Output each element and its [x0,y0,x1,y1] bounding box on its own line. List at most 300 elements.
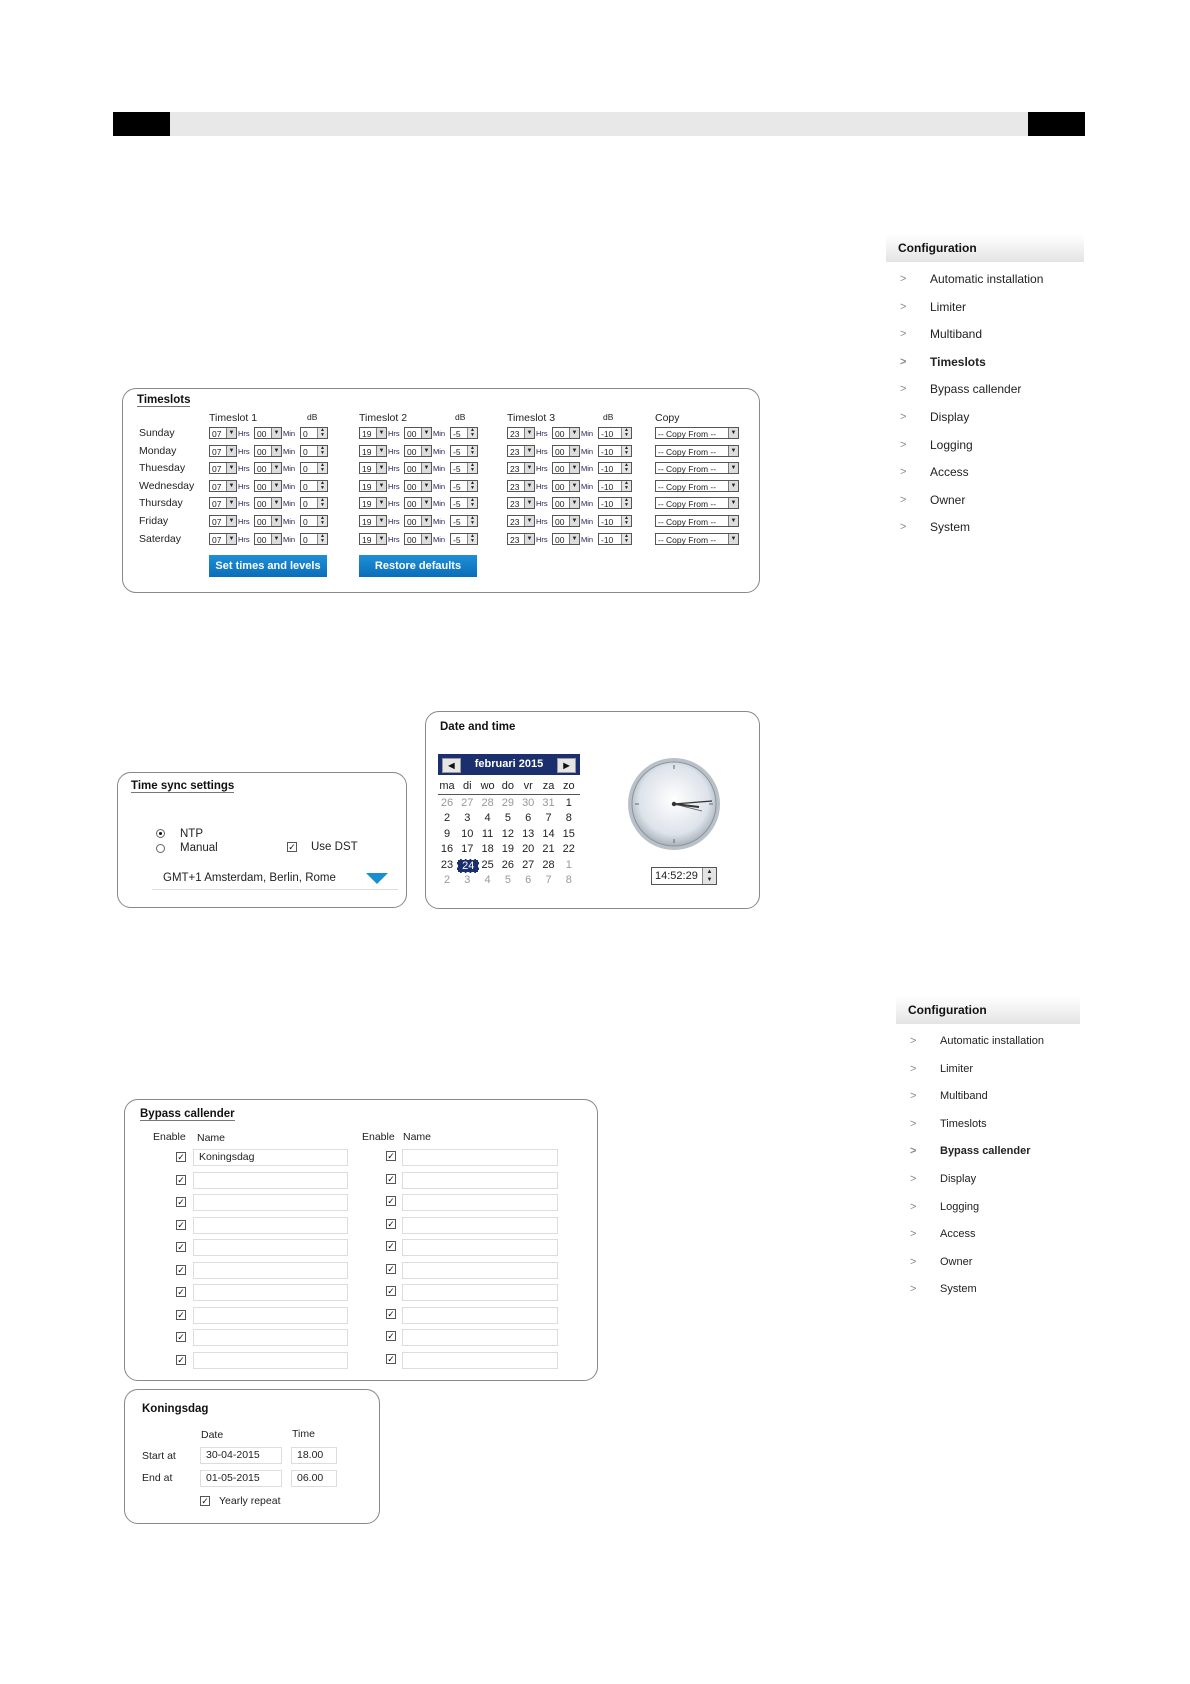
name-input[interactable] [402,1329,558,1346]
chevron-down-icon: ▼ [728,481,738,491]
name-input[interactable] [193,1352,348,1369]
minute-select[interactable] [254,515,282,527]
nav-item[interactable] [886,459,1084,487]
restore-defaults-button[interactable]: Restore defaults [359,555,477,577]
min-unit: Min [581,481,594,491]
weekday-label: zo [562,780,575,792]
prev-month-icon[interactable]: ◀ [442,758,461,773]
timeslots-title: Timeslots [137,394,191,406]
hour-value: 23 [510,517,520,527]
db2-header: dB [455,412,466,422]
calendar-day[interactable]: 2 [443,874,451,886]
koningsdag-title: Koningsdag [142,1403,209,1415]
calendar-day[interactable]: 15 [562,827,575,840]
calendar-day[interactable]: 26 [440,797,454,809]
minute-select[interactable] [404,515,432,527]
db-spinner[interactable] [450,515,478,527]
minute-select[interactable] [552,480,580,492]
date-time-title: Date and time [440,721,516,733]
hrs-unit: Hrs [238,499,250,509]
nav-item[interactable] [896,1028,1080,1056]
chevron-down-icon: ▼ [569,498,579,508]
chevron-right-icon: > [910,1255,917,1268]
calendar-day[interactable]: 27 [522,858,535,871]
nav-item[interactable] [886,294,1084,322]
hour-select[interactable] [359,462,387,474]
hour-select[interactable] [507,445,535,457]
copy-from-value: -- Copy From -- [658,534,717,545]
db-value: -5 [453,517,461,527]
min-unit: Min [283,499,296,509]
nav-item[interactable] [896,1138,1080,1166]
chevron-right-icon: > [900,300,907,313]
calendar-day[interactable]: 11 [481,827,494,840]
chevron-down-icon: ▼ [524,446,534,456]
day-label: Wednesday [139,479,195,492]
end-at-label: End at [142,1472,173,1484]
enable-checkbox[interactable]: ✓ [387,1173,395,1184]
db-spinner[interactable] [450,480,478,492]
minute-select[interactable] [404,480,432,492]
spinner-arrows-icon[interactable]: ▲ ▼ [621,498,631,508]
minute-select[interactable] [552,427,580,439]
calendar-day[interactable]: 9 [443,827,451,840]
hour-select[interactable] [507,497,535,509]
calendar-day[interactable]: 25 [481,858,494,871]
manual-radio[interactable] [156,844,165,853]
weekday-label: do [501,780,515,792]
copy-from-select[interactable] [655,462,739,474]
minute-select[interactable] [254,533,282,545]
nav-item[interactable] [886,514,1084,542]
name-input[interactable] [402,1262,558,1279]
hour-select[interactable] [359,515,387,527]
calendar-day[interactable]: 16 [440,843,454,856]
minute-select[interactable] [254,427,282,439]
timeslot-row [123,495,753,513]
name-header-right: Name [403,1131,432,1143]
name-input[interactable] [402,1239,558,1256]
start-date-input[interactable]: 30-04-2015 [200,1447,282,1464]
name-input[interactable] [402,1217,558,1234]
minute-select[interactable] [552,462,580,474]
db-spinner[interactable] [450,533,478,545]
hour-select[interactable] [209,480,237,492]
enable-checkbox[interactable]: ✓ [177,1174,185,1185]
yearly-repeat-checkbox[interactable]: ✓ [201,1496,209,1506]
db-spinner[interactable] [300,427,328,439]
set-times-button[interactable]: Set times and levels [209,555,327,577]
db-spinner[interactable] [598,497,632,509]
page-header-bar [113,112,1085,136]
minute-select[interactable] [404,497,432,509]
enable-checkbox[interactable]: ✓ [177,1287,185,1297]
db-value: 0 [303,446,308,457]
db-spinner[interactable] [598,480,632,492]
time-spinner-icon[interactable]: ▲ ▼ [702,868,716,884]
minute-select[interactable] [552,445,580,457]
name-input[interactable]: Koningsdag [193,1149,348,1166]
chevron-down-icon: ▼ [524,481,534,491]
db-spinner[interactable] [450,445,478,457]
db-value: -10 [601,517,614,527]
hrs-unit: Hrs [536,517,548,526]
hour-select[interactable] [209,445,237,457]
name-input[interactable] [402,1307,558,1324]
enable-checkbox[interactable]: ✓ [177,1219,185,1230]
hour-value: 07 [212,464,222,475]
hour-select[interactable] [359,445,387,457]
start-time-input[interactable]: 18.00 [291,1447,337,1464]
db-spinner[interactable] [598,462,632,474]
db-spinner[interactable] [300,515,328,527]
nav-item[interactable] [896,1166,1080,1194]
minute-select[interactable] [552,497,580,509]
copy-from-select[interactable] [655,497,739,509]
name-input[interactable] [193,1239,348,1256]
yearly-repeat-label: Yearly repeat [219,1495,281,1507]
chevron-down-icon: ▼ [728,446,738,456]
enable-checkbox[interactable]: ✓ [177,1197,185,1207]
db-value: 0 [303,464,308,475]
db-value: -5 [453,534,461,545]
nav-item[interactable] [886,376,1084,404]
end-time-input[interactable]: 06.00 [291,1470,337,1487]
enable-checkbox[interactable]: ✓ [177,1152,185,1162]
name-input[interactable] [193,1194,348,1211]
name-input[interactable] [193,1217,348,1234]
chevron-down-icon: ▼ [569,446,579,456]
nav-item[interactable] [896,1276,1080,1304]
calendar-day[interactable]: 31 [542,797,555,809]
hrs-unit: Hrs [536,499,548,509]
hour-select[interactable] [359,533,387,545]
minute-select[interactable] [254,445,282,457]
min-unit: Min [283,534,296,544]
name-input[interactable] [193,1307,348,1324]
timeslot-row [123,443,753,461]
day-label: Thursday [139,497,183,510]
time-value: 14:52:29 [655,870,698,882]
spinner-arrows-icon[interactable]: ▲ ▼ [467,534,477,544]
min-unit: Min [581,517,594,526]
calendar-day[interactable]: 30 [522,797,535,809]
copy-from-select[interactable] [655,427,739,439]
date-header: Date [201,1429,224,1441]
ntp-label: NTP [180,828,203,840]
timeslot1-header: Timeslot 1 [209,412,258,424]
enable-checkbox[interactable]: ✓ [387,1218,395,1229]
calendar-day[interactable]: 20 [522,843,535,856]
minute-select[interactable] [404,427,432,439]
minute-value: 00 [407,481,417,492]
hrs-unit: Hrs [388,481,400,491]
calendar-day[interactable]: 5 [504,874,511,886]
name-input[interactable] [193,1172,348,1189]
db-value: -5 [453,446,461,457]
hrs-unit: Hrs [388,429,400,438]
chevron-down-icon: ▼ [376,534,386,544]
spinner-arrows-icon[interactable]: ▲ ▼ [467,463,477,473]
nav-item-label: Multiband [940,1090,988,1103]
hour-select[interactable] [507,480,535,492]
calendar-day[interactable]: 19 [501,843,515,856]
db-spinner[interactable] [450,462,478,474]
calendar-day[interactable]: 17 [461,843,474,856]
config-nav-list [886,262,1084,542]
calendar-day[interactable]: 5 [504,812,511,825]
db-spinner[interactable] [300,462,328,474]
min-unit: Min [433,481,446,491]
enable-checkbox[interactable]: ✓ [387,1263,395,1274]
enable-checkbox[interactable]: ✓ [387,1241,395,1251]
calendar-day[interactable]: 13 [522,827,535,840]
calendar-day[interactable]: 28 [481,797,494,809]
hour-select[interactable] [507,427,535,439]
copy-from-select[interactable] [655,533,739,545]
nav-item-label: Limiter [930,299,967,314]
calendar-day[interactable]: 24 [457,859,479,873]
calendar-day[interactable]: 10 [461,827,474,840]
chevron-down-icon: ▼ [226,446,236,456]
minute-select[interactable] [404,445,432,457]
hour-select[interactable] [209,533,237,545]
config-nav-title: Configuration [886,234,1084,262]
chevron-down-icon: ▼ [226,498,236,508]
db-spinner[interactable] [300,480,328,492]
calendar-day[interactable]: 26 [501,858,515,871]
name-input[interactable] [402,1149,558,1166]
spinner-arrows-icon[interactable]: ▲ ▼ [317,534,327,544]
enable-checkbox[interactable]: ✓ [177,1309,185,1320]
calendar-day[interactable]: 18 [481,843,494,856]
use-dst-checkbox[interactable]: ✓ [288,842,296,852]
nav-item[interactable] [896,1111,1080,1139]
enable-checkbox[interactable]: ✓ [177,1354,185,1365]
calendar-day[interactable]: 4 [484,812,491,825]
calendar-day[interactable]: 6 [525,812,532,825]
minute-value: 00 [407,517,417,527]
hour-select[interactable] [507,462,535,474]
hour-value: 23 [510,446,520,457]
hour-value: 19 [362,429,372,439]
spinner-arrows-icon[interactable]: ▲ ▼ [317,428,327,438]
calendar-day[interactable]: 22 [562,843,575,856]
db-value: -10 [601,534,614,545]
hour-select[interactable] [359,497,387,509]
calendar-day[interactable]: 28 [542,858,555,871]
chevron-right-icon: > [910,1200,917,1213]
nav-item-label: Multiband [930,327,983,342]
min-unit: Min [433,446,446,456]
calendar-day[interactable]: 27 [461,797,474,809]
minute-value: 00 [555,481,565,492]
name-input[interactable] [402,1194,558,1211]
enable-checkbox[interactable]: ✓ [387,1308,395,1319]
enable-checkbox[interactable]: ✓ [387,1353,395,1364]
calendar-day[interactable]: 7 [545,812,552,825]
spinner-arrows-icon[interactable]: ▲ ▼ [621,428,631,438]
enable-checkbox[interactable]: ✓ [387,1151,395,1161]
enable-checkbox[interactable]: ✓ [177,1264,185,1275]
enable-checkbox[interactable]: ✓ [387,1196,395,1206]
name-input[interactable] [402,1172,558,1189]
timezone-select[interactable] [152,869,398,890]
nav-item[interactable] [896,1056,1080,1084]
chevron-right-icon: > [900,466,907,479]
spinner-arrows-icon[interactable]: ▲ ▼ [467,428,477,438]
spinner-arrows-icon[interactable]: ▲ ▼ [317,446,327,456]
calendar-day[interactable]: 3 [464,874,471,886]
timezone-value: GMT+1 Amsterdam, Berlin, Rome [163,872,336,884]
chevron-down-icon: ▼ [421,481,431,491]
name-input[interactable] [402,1352,558,1369]
db-spinner[interactable] [598,533,632,545]
chevron-down-icon: ▼ [376,498,386,508]
nav-item[interactable] [896,1221,1080,1249]
calendar-day[interactable]: 8 [565,812,572,825]
nav-item-label: System [940,1283,977,1296]
minute-select[interactable] [552,515,580,527]
chevron-down-icon: ▼ [271,463,281,473]
minute-select[interactable] [254,497,282,509]
chevron-down-icon: ▼ [226,534,236,544]
calendar-day[interactable]: 23 [440,858,454,871]
nav-item[interactable] [886,404,1084,432]
minute-select[interactable] [254,462,282,474]
name-input[interactable] [402,1284,558,1301]
calendar-day[interactable]: 14 [542,827,555,840]
hour-select[interactable] [209,462,237,474]
calendar-day[interactable]: 2 [443,812,451,825]
minute-value: 00 [407,446,417,457]
enable-checkbox[interactable]: ✓ [387,1331,395,1341]
hrs-unit: Hrs [388,534,400,544]
hour-select[interactable] [209,427,237,439]
minute-value: 00 [555,534,565,545]
nav-item[interactable] [896,1194,1080,1222]
calendar-day[interactable]: 1 [565,797,572,809]
db-spinner[interactable] [450,497,478,509]
calendar-day[interactable]: 21 [542,843,555,856]
timeslot-row [123,478,753,496]
copy-from-select[interactable] [655,480,739,492]
chevron-down-icon: ▼ [421,428,431,438]
minute-select[interactable] [552,533,580,545]
name-input[interactable] [193,1284,348,1301]
hour-value: 07 [212,481,222,492]
db-spinner[interactable] [300,445,328,457]
nav-item[interactable] [886,266,1084,294]
spinner-arrows-icon[interactable]: ▲ ▼ [621,516,631,526]
chevron-down-icon: ▼ [421,446,431,456]
hour-select[interactable] [209,497,237,509]
spinner-arrows-icon[interactable]: ▲ ▼ [621,481,631,491]
hour-select[interactable] [359,480,387,492]
spinner-arrows-icon[interactable]: ▲ ▼ [467,516,477,526]
db-spinner[interactable] [598,427,632,439]
minute-value: 00 [407,499,417,510]
copy-from-select[interactable] [655,515,739,527]
hour-value: 19 [362,499,372,510]
spinner-arrows-icon[interactable]: ▲ ▼ [467,498,477,508]
spinner-arrows-icon[interactable]: ▲ ▼ [621,534,631,544]
day-label: Sunday [139,427,175,439]
calendar-day[interactable]: 7 [545,874,552,886]
spinner-arrows-icon[interactable]: ▲ ▼ [467,446,477,456]
hour-select[interactable] [359,427,387,439]
spinner-arrows-icon[interactable]: ▲ ▼ [317,516,327,526]
enable-checkbox[interactable]: ✓ [387,1286,395,1296]
db-spinner[interactable] [300,497,328,509]
db-spinner[interactable] [598,445,632,457]
db-spinner[interactable] [598,515,632,527]
calendar-day[interactable]: 12 [501,827,515,840]
calendar-day[interactable]: 3 [464,812,471,825]
nav-item[interactable] [896,1083,1080,1111]
chevron-right-icon: > [900,521,907,534]
minute-select[interactable] [254,480,282,492]
min-unit: Min [433,534,446,544]
next-month-icon[interactable]: ▶ [557,758,576,773]
nav-item[interactable] [886,321,1084,349]
ntp-radio[interactable] [156,829,165,838]
name-input[interactable] [193,1329,348,1346]
timeslot-row [123,513,753,531]
spinner-arrows-icon[interactable]: ▲ ▼ [621,446,631,456]
spinner-arrows-icon[interactable]: ▲ ▼ [621,463,631,473]
weekday-label: vr [523,780,533,792]
copy-from-select[interactable] [655,445,739,457]
spinner-arrows-icon[interactable]: ▲ ▼ [317,481,327,491]
hrs-unit: Hrs [238,517,250,526]
db-spinner[interactable] [300,533,328,545]
time-input[interactable] [651,867,717,885]
calendar-day[interactable]: 8 [565,874,572,886]
hour-select[interactable] [507,515,535,527]
chevron-right-icon: > [900,383,907,396]
calendar-day[interactable]: 29 [501,797,515,809]
calendar-day[interactable]: 1 [565,858,572,871]
minute-select[interactable] [404,533,432,545]
chevron-down-icon: ▼ [376,428,386,438]
enable-checkbox[interactable]: ✓ [177,1242,185,1252]
nav-item[interactable] [886,349,1084,377]
name-input[interactable] [193,1262,348,1279]
hrs-unit: Hrs [388,499,400,509]
minute-value: 00 [257,481,267,492]
hour-select[interactable] [507,533,535,545]
spinner-arrows-icon[interactable]: ▲ ▼ [317,463,327,473]
hour-select[interactable] [209,515,237,527]
hour-value: 23 [510,534,520,545]
chevron-down-icon: ▼ [524,516,534,526]
end-date-input[interactable]: 01-05-2015 [200,1470,282,1487]
db-value: 0 [303,429,308,439]
nav-item[interactable] [886,432,1084,460]
spinner-arrows-icon[interactable]: ▲ ▼ [317,498,327,508]
nav-item[interactable] [896,1249,1080,1277]
chevron-right-icon: > [910,1228,917,1241]
calendar-day[interactable]: 6 [525,874,532,886]
calendar-day[interactable]: 4 [484,874,491,886]
minute-select[interactable] [404,462,432,474]
nav-item[interactable] [886,487,1084,515]
enable-checkbox[interactable]: ✓ [177,1332,185,1342]
db-spinner[interactable] [450,427,478,439]
spinner-arrows-icon[interactable]: ▲ ▼ [467,481,477,491]
chevron-down-icon: ▼ [226,463,236,473]
